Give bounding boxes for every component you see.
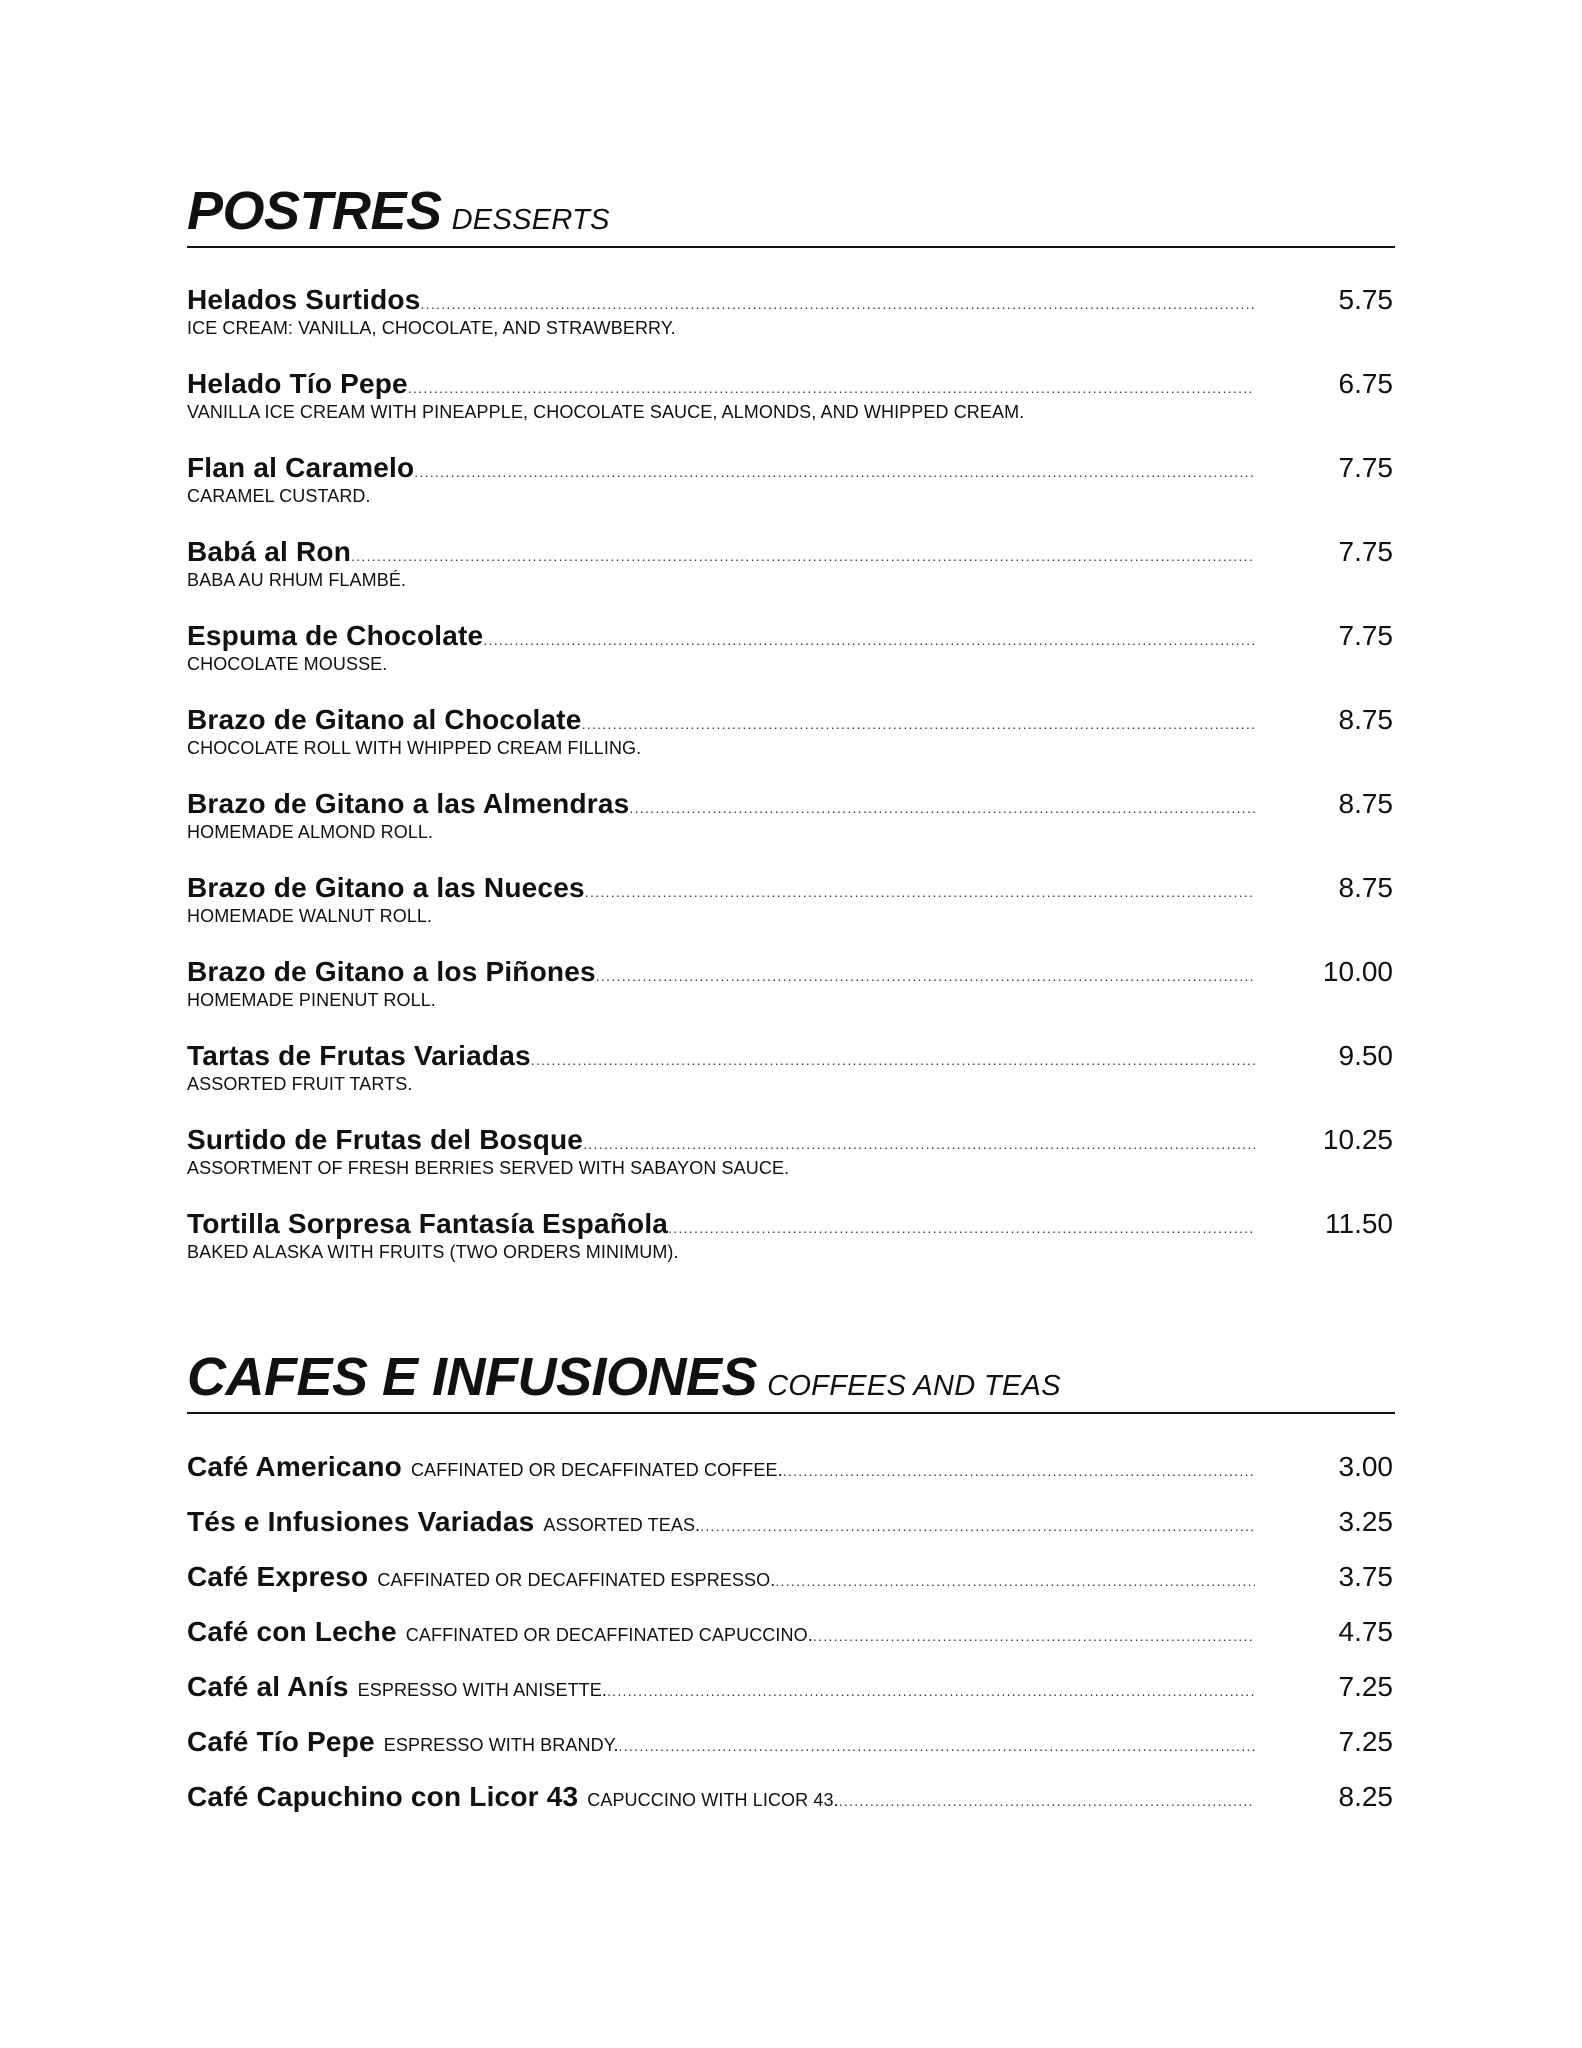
- coffees-title: CAFES E INFUSIONES: [187, 1347, 758, 1407]
- dessert-item-price: 10.00: [1322, 956, 1393, 987]
- dessert-item-description: HOMEMADE PINENUT ROLL.: [187, 990, 436, 1010]
- coffee-item-description: CAFFINATED OR DECAFFINATED COFFEE.: [410, 1460, 783, 1480]
- dessert-item-description: BABA AU RHUM FLAMBÉ.: [187, 570, 407, 590]
- dessert-item: [187, 536, 1395, 591]
- dessert-item: [187, 1208, 1395, 1263]
- coffee-item-name: Café con Leche: [187, 1616, 397, 1647]
- dessert-item-price: 6.75: [1338, 368, 1393, 399]
- dessert-item-description: ASSORTMENT OF FRESH BERRIES SERVED WITH SABAYON SAUCE.: [187, 1158, 790, 1178]
- coffee-item: [187, 1561, 1395, 1593]
- dot-leader: [582, 716, 1255, 732]
- coffee-item-price: 7.25: [1338, 1726, 1393, 1757]
- dessert-item-price: 8.75: [1338, 704, 1393, 735]
- coffee-item-price: 3.00: [1338, 1451, 1393, 1482]
- dessert-item-name: Brazo de Gitano a las Nueces: [187, 872, 585, 903]
- coffee-item-name: Café Americano: [187, 1451, 402, 1482]
- dessert-item-name: Tartas de Frutas Variadas: [187, 1040, 531, 1071]
- coffee-item-price: 7.25: [1338, 1671, 1393, 1702]
- dot-leader: [839, 1793, 1255, 1809]
- dessert-item: [187, 704, 1395, 759]
- coffees-subtitle: COFFEES AND TEAS: [767, 1370, 1061, 1402]
- coffee-item: [187, 1671, 1395, 1703]
- coffee-item-name: Café al Anís: [187, 1671, 349, 1702]
- coffee-item-name: Tés e Infusiones Variadas: [187, 1506, 535, 1537]
- coffee-item-description: ESPRESSO WITH ANISETTE.: [357, 1680, 607, 1700]
- dessert-item-description: HOMEMADE WALNUT ROLL.: [187, 906, 433, 926]
- dessert-item: [187, 788, 1395, 843]
- dessert-item-price: 11.50: [1325, 1208, 1393, 1239]
- dot-leader: [783, 1463, 1255, 1479]
- dot-leader: [775, 1573, 1255, 1589]
- coffee-item-price: 4.75: [1338, 1616, 1393, 1647]
- coffee-item-description: CAPUCCINO WITH LICOR 43.: [587, 1790, 839, 1810]
- coffee-item-price: 3.25: [1338, 1506, 1393, 1537]
- dessert-item-description: BAKED ALASKA WITH FRUITS (TWO ORDERS MINIMUM).: [187, 1242, 679, 1262]
- dessert-item-name: Babá al Ron: [187, 536, 352, 567]
- coffee-item-name: Café Tío Pepe: [187, 1726, 375, 1757]
- dot-leader: [813, 1628, 1255, 1644]
- coffee-item: [187, 1726, 1395, 1758]
- dessert-item-price: 5.75: [1338, 284, 1393, 315]
- coffee-item-name: Café Expreso: [187, 1561, 369, 1592]
- dessert-item-name: Flan al Caramelo: [187, 452, 415, 483]
- desserts-subtitle: DESSERTS: [451, 204, 610, 236]
- dessert-item: [187, 956, 1395, 1011]
- dessert-item-name: Helados Surtidos: [187, 284, 421, 315]
- coffee-item: [187, 1506, 1395, 1538]
- dessert-item-price: 7.75: [1338, 620, 1393, 651]
- coffee-item: [187, 1616, 1395, 1648]
- dot-leader: [607, 1683, 1255, 1699]
- dessert-item-price: 8.75: [1338, 872, 1393, 903]
- dessert-item-description: ASSORTED FRUIT TARTS.: [187, 1074, 413, 1094]
- dessert-item: [187, 620, 1395, 675]
- coffee-item: [187, 1451, 1395, 1483]
- dessert-item: [187, 452, 1395, 507]
- dessert-item-description: CHOCOLATE ROLL WITH WHIPPED CREAM FILLING.: [187, 738, 642, 758]
- coffee-item-description: CAFFINATED OR DECAFFINATED CAPUCCINO.: [405, 1625, 813, 1645]
- dot-leader: [420, 296, 1255, 312]
- dot-leader: [668, 1220, 1255, 1236]
- coffee-item-price: 8.25: [1338, 1781, 1393, 1812]
- desserts-title: POSTRES: [187, 181, 442, 241]
- dot-leader: [531, 1052, 1255, 1068]
- dot-leader: [585, 884, 1255, 900]
- dessert-item-description: HOMEMADE ALMOND ROLL.: [187, 822, 434, 842]
- coffee-item-description: CAFFINATED OR DECAFFINATED ESPRESSO.: [377, 1570, 776, 1590]
- dessert-item-description: VANILLA ICE CREAM WITH PINEAPPLE, CHOCOLATE SAUCE, ALMONDS, AND WHIPPED CREAM.: [187, 402, 1025, 422]
- dessert-item-description: ICE CREAM: VANILLA, CHOCOLATE, AND STRAWBERRY.: [187, 318, 676, 338]
- dessert-item-description: CARAMEL CUSTARD.: [187, 486, 371, 506]
- coffee-item-description: ASSORTED TEAS.: [543, 1515, 701, 1535]
- dessert-item: [187, 368, 1395, 423]
- dessert-item: [187, 284, 1395, 339]
- dessert-item: [187, 872, 1395, 927]
- dessert-item-name: Brazo de Gitano a las Almendras: [187, 788, 630, 819]
- dessert-item-description: CHOCOLATE MOUSSE.: [187, 654, 388, 674]
- dessert-item-name: Tortilla Sorpresa Fantasía Española: [187, 1208, 669, 1239]
- dessert-item-price: 7.75: [1338, 536, 1393, 567]
- coffee-item-description: ESPRESSO WITH BRANDY.: [383, 1735, 619, 1755]
- dessert-item-name: Espuma de Chocolate: [187, 620, 484, 651]
- coffee-item: [187, 1781, 1395, 1813]
- dessert-item-price: 9.50: [1338, 1040, 1393, 1071]
- dot-leader: [700, 1518, 1255, 1534]
- dessert-item-name: Surtido de Frutas del Bosque: [187, 1124, 584, 1155]
- dot-leader: [619, 1738, 1255, 1754]
- dot-leader: [414, 464, 1255, 480]
- dot-leader: [629, 800, 1255, 816]
- dessert-item-name: Helado Tío Pepe: [187, 368, 408, 399]
- dessert-item: [187, 1124, 1395, 1179]
- coffee-item-price: 3.75: [1338, 1561, 1393, 1592]
- dessert-item-name: Brazo de Gitano al Chocolate: [187, 704, 582, 735]
- coffee-item-name: Café Capuchino con Licor 43: [187, 1781, 579, 1812]
- dessert-item-price: 10.25: [1322, 1124, 1393, 1155]
- dot-leader: [596, 968, 1255, 984]
- dot-leader: [351, 548, 1255, 564]
- dot-leader: [483, 632, 1255, 648]
- coffees-section-header: [187, 1347, 1395, 1414]
- dot-leader: [583, 1136, 1255, 1152]
- dessert-item-price: 8.75: [1338, 788, 1393, 819]
- dessert-item: [187, 1040, 1395, 1095]
- dessert-item-name: Brazo de Gitano a los Piñones: [187, 956, 596, 987]
- dessert-item-price: 7.75: [1338, 452, 1393, 483]
- dot-leader: [408, 380, 1255, 396]
- desserts-section-header: [187, 181, 1395, 248]
